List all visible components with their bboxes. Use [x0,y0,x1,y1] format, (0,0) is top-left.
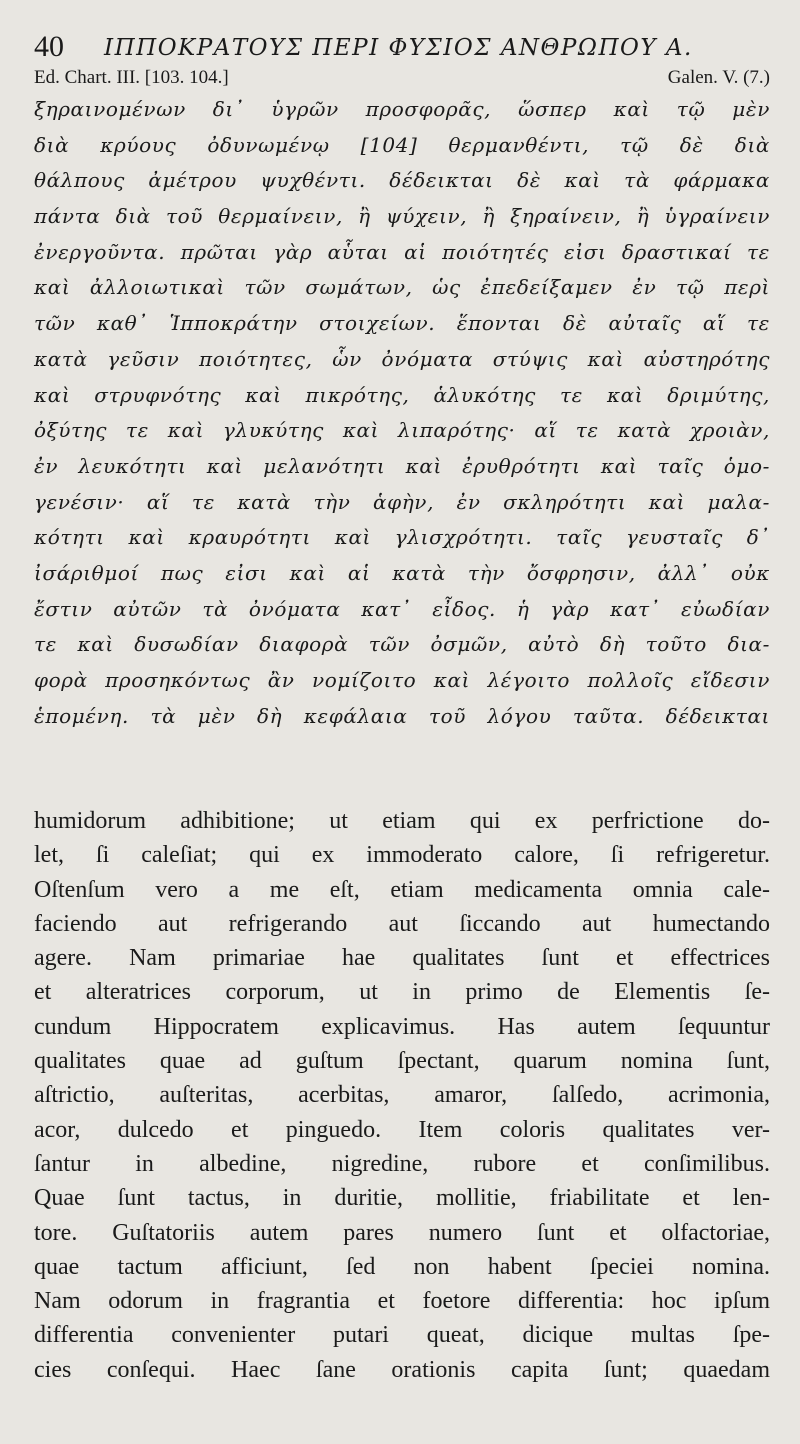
latin-line: ſantur in albedine, nigredine, rubore et conſimilibus. [34,1150,770,1177]
latin-line: differentia convenienter putari queat, dicique multas ſpe- [34,1322,770,1349]
latin-line: quae tactum afficiunt, ſed non habent ſpeciei nomina. [34,1253,770,1280]
latin-line: aſtrictio, auſteritas, acerbitas, amaror, ſalſedo, acrimonia, [34,1082,770,1109]
greek-line: ξηραινομένων δι᾽ ὑγρῶν προσφορᾶς, ὥσπερ καὶ τῷ μὲν [34,97,770,121]
running-title: ΙΠΠΟΚΡΑΤΟΥΣ ΠΕΡΙ ΦΥΣΙΟΣ ΑΝΘΡΩΠΟΥ Α. [104,35,693,61]
greek-line: γενέσιν· αἵ τε κατὰ τὴν ἁφὴν, ἐν σκληρότητι καὶ μαλα- [34,489,770,514]
edition-reference-left: Ed. Chart. III. [103. 104.] [34,67,229,88]
latin-line: faciendo aut refrigerando aut ſiccando aut humectando [34,910,770,937]
greek-line: καὶ στρυφνότης καὶ πικρότης, ἁλυκότης τε καὶ δριμύτης, [34,382,770,407]
latin-line: qualitates quae ad guſtum ſpectant, quarum nomina ſunt, [34,1048,770,1075]
latin-line: acor, dulcedo et pinguedo. Item coloris qualitates ver- [34,1116,770,1143]
latin-line: Oſtenſum vero a me eſt, etiam medicamenta omnia cale- [34,876,770,903]
latin-line: humidorum adhibitione; ut etiam qui ex perfrictione do- [34,808,770,834]
greek-line: πάντα διὰ τοῦ θερμαίνειν, ἢ ψύχειν, ἢ ξηραίνειν, ἢ ὑγραίνειν [34,204,770,229]
latin-line: cundum Hippocratem explicavimus. Has autem ſequuntur [34,1013,770,1040]
greek-line: τε καὶ δυσωδίαν διαφορὰ τῶν ὀσμῶν, αὐτὸ δὴ τοῦτο δια- [34,632,770,657]
latin-line: agere. Nam primariae hae qualitates ſunt et effectrices [34,945,770,972]
latin-line: et alteratrices corporum, ut in primo de Elementis ſe- [34,979,770,1006]
greek-line: κότητι καὶ κραυρότητι καὶ γλισχρότητι. ταῖς γευσταῖς δ᾽ [34,525,770,550]
greek-text-block [34,92,770,734]
greek-line: καὶ ἀλλοιωτικαὶ τῶν σωμάτων, ὡς ἐπεδείξαμεν ἐν τῷ περὶ [34,275,770,300]
greek-line: ἔστιν αὐτῶν τὰ ὀνόματα κατ᾽ εἶδος. ἡ γὰρ κατ᾽ εὐωδίαν [34,596,770,621]
page-number: 40 [34,30,64,63]
greek-line: ἰσάριθμοί πως εἰσι καὶ αἱ κατὰ τὴν ὄσφρησιν, ἀλλ᾽ οὐκ [34,560,770,585]
latin-line: Quae ſunt tactus, in duritie, mollitie, friabilitate et len- [34,1185,770,1212]
edition-reference [34,66,770,90]
greek-line: τῶν καθ᾽ Ἱπποκράτην στοιχείων. ἕπονται δὲ αὐταῖς αἵ τε [34,311,770,336]
greek-line: ἐνεργοῦντα. πρῶται γὰρ αὗται αἱ ποιότητές εἰσι δραστικαί τε [34,239,770,264]
latin-line: Nam odorum in fragrantia et foetore differentia: hoc ipſum [34,1288,770,1315]
latin-line: let, ſi caleſiat; qui ex immoderato calore, ſi refrigeretur. [34,842,770,869]
greek-line: φορὰ προσηκόντως ἂν νομίζοιτο καὶ λέγοιτο πολλοῖς εἴδεσιν [34,668,770,692]
greek-line: ὀξύτης τε καὶ γλυκύτης καὶ λιπαρότης· αἵ τε κατὰ χροιὰν, [34,418,770,443]
greek-line: διὰ κρύους ὀδυνωμένῳ [104] θερμανθέντι, τῷ δὲ διὰ [34,132,770,157]
greek-line: θάλπους ἀμέτρου ψυχθέντι. δέδεικται δὲ καὶ τὰ φάρμακα [34,168,770,193]
running-head [34,30,774,64]
greek-line: ἐν λευκότητι καὶ μελανότητι καὶ ἐρυθρότητι καὶ ταῖς ὁμο- [34,453,770,478]
greek-line: κατὰ γεῦσιν ποιότητες, ὧν ὀνόματα στύψις καὶ αὐστηρότης [34,346,770,371]
latin-line: tore. Guſtatoriis autem pares numero ſunt et olfactoriae, [34,1219,770,1246]
latin-text-block [34,804,770,1387]
greek-line: ἑπομένη. τὰ μὲν δὴ κεφάλαια τοῦ λόγου ταῦτα. δέδεικται [34,703,770,728]
latin-line: cies conſequi. Haec ſane orationis capita ſunt; quaedam [34,1356,770,1383]
edition-reference-right: Galen. V. (7.) [667,67,770,88]
